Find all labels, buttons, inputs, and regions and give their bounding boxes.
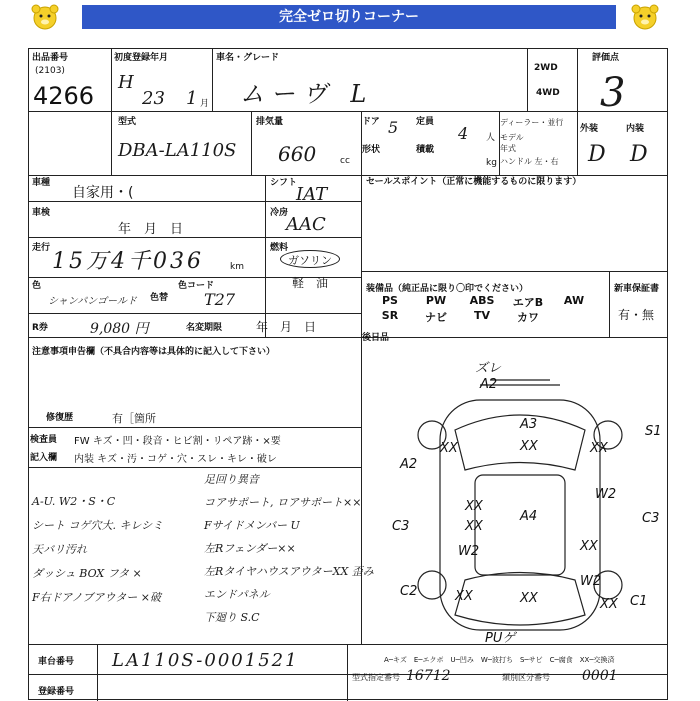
cc-unit: cc xyxy=(340,156,350,166)
dealer-label: ディーラー・並行 xyxy=(500,118,564,127)
color-label: 色 xyxy=(32,281,42,291)
diagram-mark: C2 xyxy=(400,584,418,599)
entry-line: 内装 キズ・汚・コゲ・穴・スレ・キレ・破レ xyxy=(74,454,277,465)
inspection-label: 車検 xyxy=(32,208,51,218)
equipment-item: ナビ xyxy=(425,311,447,324)
remarks-left xyxy=(32,490,163,610)
kg-unit: kg xyxy=(486,158,497,168)
recycle-value: 9,080 円 xyxy=(90,321,149,337)
diagram-mark: PUゲ xyxy=(485,631,516,646)
km-unit: km xyxy=(230,262,244,272)
remark-line: F右ドアノブアウター ×破 xyxy=(32,591,162,604)
first-registration-label: 初度登録年月 xyxy=(114,53,169,63)
registration-label: 登録番号 xyxy=(38,687,75,697)
type-cert-value: 16712 xyxy=(406,668,451,684)
diagram-mark: A2 xyxy=(400,457,418,472)
bear-mascot-icon xyxy=(630,2,660,32)
post-install-label: 後日品 xyxy=(362,333,390,343)
month-unit: 月 xyxy=(200,99,210,109)
interior-label: 内装 xyxy=(626,124,645,134)
lot-number: 4266 xyxy=(33,82,95,110)
era: H xyxy=(118,72,134,93)
doors-value: 5 xyxy=(388,118,399,137)
diagram-mark: XX xyxy=(520,591,538,606)
displacement-label: 排気量 xyxy=(256,117,284,127)
displacement-value: 660 xyxy=(278,142,317,166)
remarks-right xyxy=(204,468,374,629)
remark-line: Fサイドメンバー U xyxy=(204,519,300,532)
inspector-line: FW キズ・凹・段音・ヒビ割・リペア跡・×要 xyxy=(74,436,281,447)
lot-label: 出品番号 xyxy=(32,53,69,63)
shift-value: IAT xyxy=(296,184,328,205)
repair-history-value: 有［箇所 xyxy=(112,412,156,425)
equipment-item: AW xyxy=(563,294,585,307)
interior-grade: D xyxy=(630,142,648,167)
warranty-value: 有・無 xyxy=(618,308,655,322)
notes-label: 注意事項申告欄（不具合内容等は具体的に記入して下さい） xyxy=(32,347,276,357)
doors-label: ドア xyxy=(362,117,380,127)
diagram-legend: A─キズ E─エクボ U─凹み W─波打ち S─サビ C─腐食 XX─交換済 xyxy=(384,656,615,664)
color-value: シャンパンゴールド xyxy=(48,296,137,307)
color-code-value: T27 xyxy=(204,290,236,309)
remark-line: シート コゲ穴大. キレシミ xyxy=(32,519,164,532)
banner-title: 完全ゼロ切りコーナー xyxy=(82,5,616,29)
capacity-value: 4 xyxy=(458,124,469,143)
remark-line: 足回り異音 xyxy=(204,473,259,486)
banner xyxy=(0,0,700,34)
warranty-label: 新車保証書 xyxy=(614,284,660,294)
mileage-label: 走行 xyxy=(32,243,51,253)
equipment-item: ABS xyxy=(469,294,495,307)
diagram-mark: S1 xyxy=(645,424,662,439)
diagram-mark: XX xyxy=(590,441,608,456)
drive-2wd: 2WD xyxy=(534,63,558,73)
remark-line: 左Rフェンダー×× xyxy=(204,542,296,555)
diagram-mark: XX xyxy=(465,519,483,534)
rating-value: 3 xyxy=(600,70,626,116)
mileage-value: 15万4千036 xyxy=(52,249,204,274)
diagram-mark: XX xyxy=(580,539,598,554)
equipment-item: SR xyxy=(381,309,399,322)
class-label: 類別区分番号 xyxy=(502,673,550,682)
model-year-label: モデル年式 xyxy=(500,133,524,153)
diagram-mark: C3 xyxy=(392,519,410,534)
equipment-item: TV xyxy=(473,309,491,322)
remark-line: 天バリ汚れ xyxy=(32,543,87,556)
fuel-label: 燃料 xyxy=(270,243,289,253)
reg-month: 1 xyxy=(186,88,198,109)
diagram-mark: XX xyxy=(520,439,538,454)
handle-label: ハンドル 左・右 xyxy=(500,157,559,166)
model-value: DBA-LA110S xyxy=(118,140,237,161)
car-name: ムーヴ L xyxy=(240,80,375,108)
remark-line: 左RタイヤハウスアウターXX 歪み xyxy=(204,565,374,578)
rating-label: 評価点 xyxy=(592,53,620,63)
equipment-item: カワ xyxy=(517,311,539,324)
class-value: 0001 xyxy=(582,668,618,684)
diagram-mark: A4 xyxy=(520,509,538,524)
shape-label: 形状 xyxy=(362,145,381,155)
equipment-item: エアB xyxy=(512,296,544,309)
color-code-label: 色コード xyxy=(178,281,215,291)
diagram-mark: W2 xyxy=(458,544,480,559)
inspection-value: 年 月 日 xyxy=(118,222,184,237)
remark-line: コアサポート, ロアサポート×× xyxy=(204,496,362,509)
person-unit: 人 xyxy=(486,133,496,143)
diagram-mark: C3 xyxy=(642,511,660,526)
drive-4wd: 4WD xyxy=(536,88,560,98)
usage-value: 自家用・( xyxy=(72,185,134,201)
remark-line: 下廻り S.C xyxy=(204,611,260,624)
recycle-label: R券 xyxy=(32,323,48,333)
inspector-label: 検査員 xyxy=(30,435,58,445)
owner-change-value: 年 月 日 xyxy=(256,320,317,334)
color-change-label: 色替 xyxy=(150,293,169,303)
entry-label: 記入欄 xyxy=(30,453,58,463)
model-label: 型式 xyxy=(118,117,137,127)
car-damage-diagram xyxy=(380,360,670,650)
ac-value: AAC xyxy=(286,214,326,235)
bear-mascot-icon xyxy=(30,2,60,32)
diagram-mark: XX xyxy=(465,499,483,514)
diagram-mark: W2 xyxy=(595,487,617,502)
equipment-item: PW xyxy=(425,294,447,307)
fuel-diesel: 軽 油 xyxy=(292,276,329,290)
diagram-mark: A2 xyxy=(480,377,498,392)
remark-line: ダッシュ BOX フタ × xyxy=(32,567,142,580)
equipment-item: PS xyxy=(382,294,398,307)
lot-code: (2103) xyxy=(35,66,65,76)
capacity-label: 定員 xyxy=(416,117,435,127)
usage-label: 車種 xyxy=(32,178,51,188)
repair-history-label: 修復歴 xyxy=(46,413,74,423)
diagram-mark: W2 xyxy=(580,574,602,589)
load-label: 積載 xyxy=(416,145,435,155)
diagram-mark: C1 xyxy=(630,594,648,609)
diagram-mark: ズレ xyxy=(475,361,502,376)
diagram-mark: A3 xyxy=(520,417,538,432)
chassis-value: LA110S-0001521 xyxy=(112,650,299,671)
owner-change-label: 名変期限 xyxy=(186,323,223,333)
diagram-mark: XX xyxy=(455,589,473,604)
exterior-label: 外装 xyxy=(580,124,599,134)
type-cert-label: 型式指定番号 xyxy=(352,673,400,682)
remark-line: エンドパネル xyxy=(204,588,270,601)
chassis-label: 車台番号 xyxy=(38,657,75,667)
shift-label: シフト xyxy=(270,178,298,188)
ac-label: 冷房 xyxy=(270,208,289,218)
fuel-gasoline: ガソリン xyxy=(288,254,332,267)
diagram-mark: XX xyxy=(600,597,618,612)
reg-year: 23 xyxy=(142,88,165,109)
diagram-mark: XX xyxy=(440,441,458,456)
exterior-grade: D xyxy=(588,142,606,167)
remark-line: A-U. W2・S・C xyxy=(32,495,116,508)
sales-point-label: セールスポイント（正常に機能するものに限ります） xyxy=(366,177,582,187)
equipment-label: 装備品（純正品に限り〇印でください） xyxy=(366,284,529,294)
car-name-label: 車名・グレード xyxy=(216,53,280,63)
